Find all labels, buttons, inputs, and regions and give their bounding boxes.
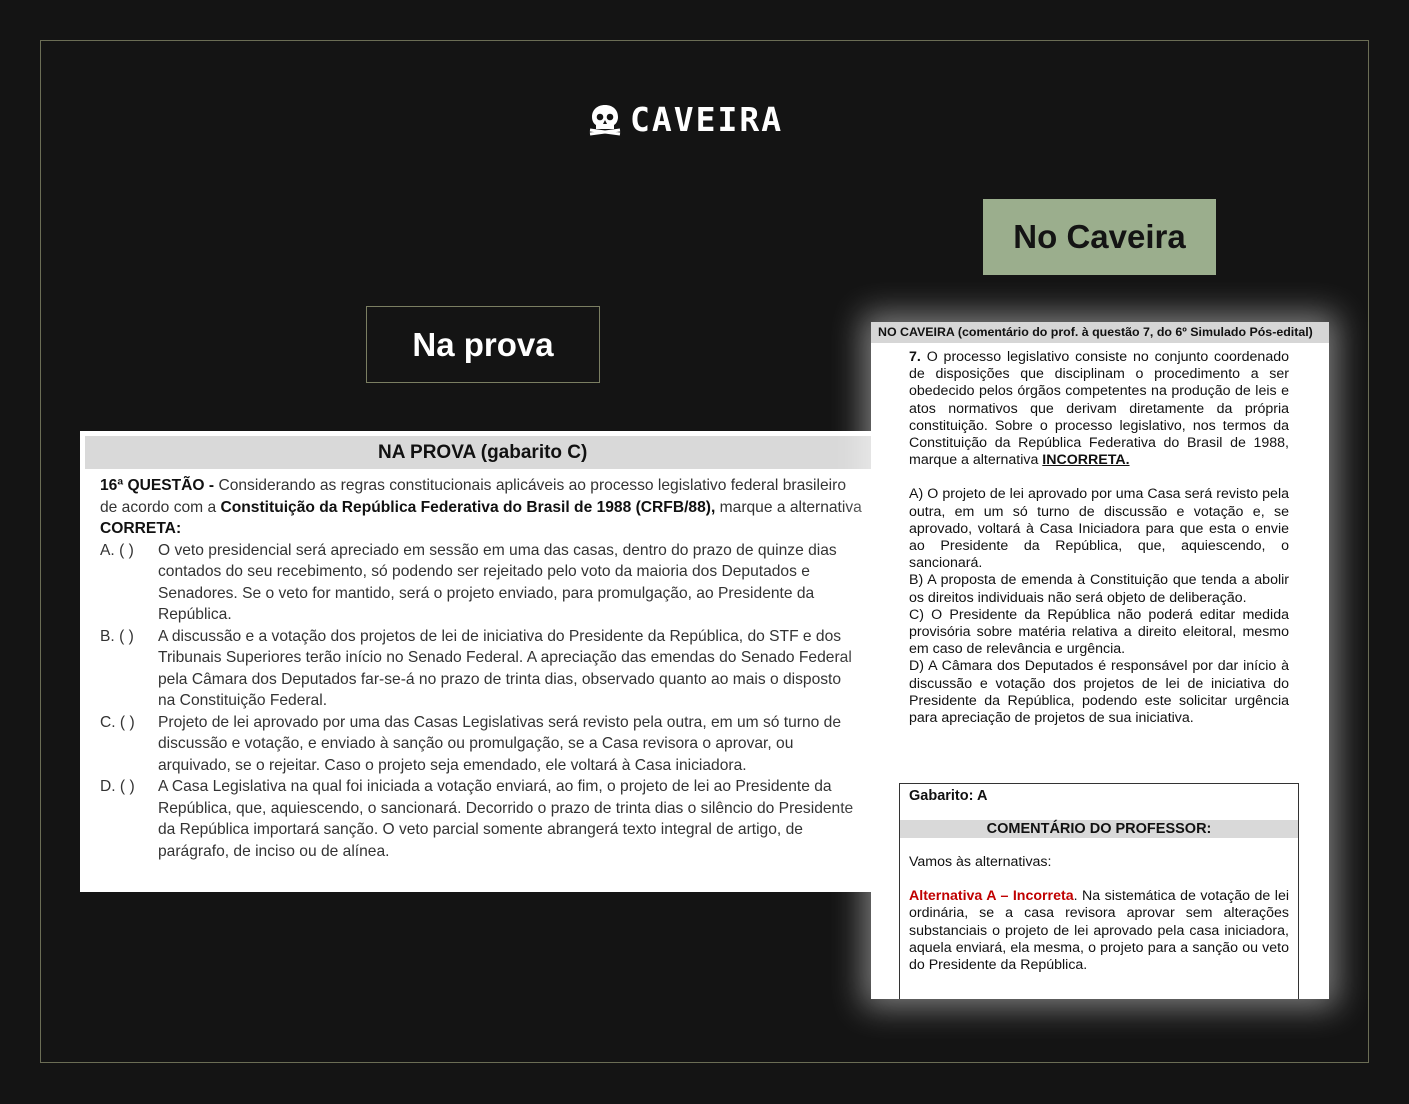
option-a: A) O projeto de lei aprovado por uma Casa será revisto pela outra, em um só turno de discussão e votação e, se aprovado, voltará à Casa Iniciadora para que esta o envie ao Presidente da República, que, aquiescendo, o sancionará. [909,486,1289,572]
question-emphasis: Constituição da República Federativa do Brasil de 1988 (CRFB/88), [220,498,716,516]
option-key: A. ( ) [100,541,134,559]
na-prova-tag: Na prova [366,306,600,383]
question-line: de acordo com a [100,498,217,516]
option-line: República, que, aquiescendo, o sancionará. Decorrido o prazo de trinta dias o silêncio do Presidente [158,799,854,817]
option-key: D. ( ) [100,778,135,795]
prova-document [80,431,872,892]
option-b [100,626,872,712]
comment-header: COMENTÁRIO DO PROFESSOR: [900,820,1298,838]
option-line: República. [158,606,232,623]
caveira-question [909,349,1289,727]
option-line: Projeto de lei aprovado por uma das Casas Legislativas será revisto pela outra, em um só turno de [158,713,842,731]
option-line: A Casa Legislativa na qual foi iniciada a votação enviará, ao fim, o projeto de lei ao Presidente da [158,778,832,795]
caveira-header: NO CAVEIRA (comentário do prof. à questão 7, do 6º Simulado Pós-edital) [871,322,1329,343]
question-text: O processo legislativo consiste no conjunto coordenado de disposições que disciplinam o procedimento a ser obedecido pelos órgãos competentes na produção de leis e atos normativos que derivam diretamente da própria constituição. Sobre o processo legislativo, nos termos da Constituição da República Federativa do Brasil de 1988, marque a alternativa [909,349,1289,469]
comment-body [909,854,1289,974]
option-key: C. ( ) [100,713,135,731]
question-emphasis: CORRETA: [100,520,182,537]
prova-header-text: NA PROVA (gabarito C) [378,442,588,463]
option-line: Senadores. Se o veto for mantido, será o projeto enviado, para promulgação, ao Presidente da [158,584,815,602]
gabarito: Gabarito: A [909,788,988,804]
option-b: B) A proposta de emenda à Constituição que tenda a abolir os direitos individuais não será objeto de deliberação. [909,572,1289,606]
option-line: O veto presidencial será apreciado em sessão em uma das casas, dentro do prazo de quinze dias [158,541,837,559]
option-line: contados do seu recebimento, só podendo ser rejeitado pelo voto da maioria dos Deputados e [158,563,810,580]
question-number: 16ª QUESTÃO - [100,477,215,494]
question-line: marque a alternativa [719,498,862,516]
alternative-text: . Na sistemática de votação de lei ordinária, se a casa revisora aprovar sem alterações substanciais o projeto de lei aprovado pela casa iniciadora, aquela enviará, ela mesma, o projeto para a sanção ou veto do Presidente da República. [909,888,1289,974]
question-number: 7. [909,349,921,365]
option-key: B. ( ) [100,627,134,645]
comment-intro: Vamos às alternativas: [909,854,1052,870]
option-d: D) A Câmara dos Deputados é responsável por dar início à discussão e votação dos projetos de lei de iniciativa do Presidente da República, podendo este solicitar urgência para apreciação de projetos de sua iniciativa. [909,658,1289,727]
option-line: A discussão e a votação dos projetos de lei de iniciativa do Presidente da República, do STF e dos [158,627,842,645]
option-c: C) O Presidente da República não poderá editar medida provisória sobre matéria relativa a direito eleitoral, mesmo em caso de relevância e urgência. [909,606,1289,658]
option-line: na Constituição Federal. [158,692,328,709]
option-line: Tribunais Superiores terão início no Senado Federal. A apreciação das emendas do Senado Federal [158,649,852,666]
option-line: discussão e votação, e enviado à sanção ou promulgação, se a Casa revisora o aprovar, ou [158,735,794,752]
option-line: parágrafo, de inciso ou de alínea. [158,842,390,860]
answer-box [899,783,1299,999]
option-c [100,712,872,777]
option-d [100,776,872,862]
no-caveira-tag: No Caveira [983,199,1216,275]
option-a [100,540,872,626]
question-line: Considerando as regras constitucionais aplicáveis ao processo legislativo federal brasileiro [218,477,846,494]
skull-icon [588,103,622,137]
alternative-label: Alternativa A – Incorreta [909,888,1074,905]
brand-logo [588,100,783,140]
prova-question [100,475,872,862]
question-emphasis: INCORRETA. [1042,452,1130,469]
option-line: da República importará sanção. O veto parcial somente abrangerá texto integral de artigo, de [158,821,803,838]
option-line: pela Câmara dos Deputados far-se-á no prazo de trinta dias, observado quanto ao mais o disposto [158,670,842,688]
option-line: arquivado, se o rejeitar. Caso o projeto seja emendado, ele voltará à Casa iniciadora. [158,756,747,774]
caveira-document [871,322,1329,999]
prova-header [85,436,872,469]
brand-name: CAVEIRA [630,100,784,139]
